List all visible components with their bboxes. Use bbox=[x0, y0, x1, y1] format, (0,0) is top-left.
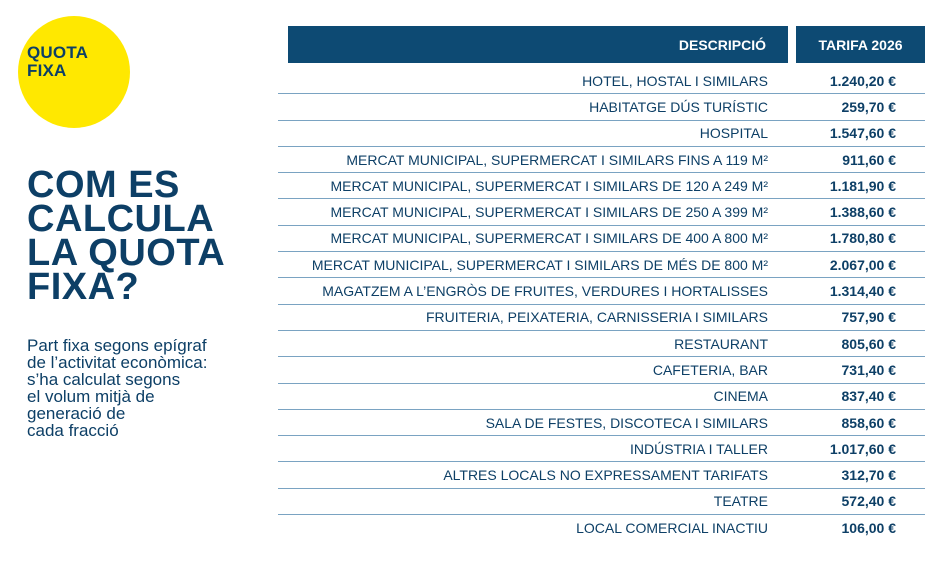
row-description: MERCAT MUNICIPAL, SUPERMERCAT I SIMILARS DE MÉS DE 800 M² bbox=[311, 256, 768, 273]
header-description: DESCRIPCIÓ bbox=[288, 26, 788, 63]
row-description: CAFETERIA, BAR bbox=[652, 361, 768, 378]
row-description: MERCAT MUNICIPAL, SUPERMERCAT I SIMILARS DE 250 A 399 M² bbox=[330, 204, 768, 221]
table-row bbox=[278, 410, 925, 436]
table-row bbox=[278, 199, 925, 225]
row-description: HABITATGE DÚS TURÍSTIC bbox=[589, 98, 768, 115]
description-line: el volum mitjà de bbox=[27, 387, 155, 406]
row-description: CINEMA bbox=[713, 388, 768, 405]
row-description: HOSPITAL bbox=[699, 125, 768, 142]
row-description: MERCAT MUNICIPAL, SUPERMERCAT I SIMILARS DE 120 A 249 M² bbox=[330, 177, 768, 194]
row-tariff-value: 757,90 € bbox=[841, 309, 896, 326]
description-line: de l’activitat econòmica: bbox=[27, 353, 208, 372]
badge-line-1: QUOTA bbox=[27, 43, 89, 62]
row-description: FRUITERIA, PEIXATERIA, CARNISSERIA I SIMILARS bbox=[425, 309, 768, 326]
description-line: Part fixa segons epígraf bbox=[27, 336, 207, 355]
description bbox=[27, 337, 257, 439]
row-tariff-value: 1.388,60 € bbox=[829, 204, 896, 221]
row-tariff-value: 572,40 € bbox=[841, 493, 896, 510]
row-description: HOTEL, HOSTAL I SIMILARS bbox=[582, 72, 768, 89]
row-tariff-value: 858,60 € bbox=[841, 414, 896, 431]
row-tariff-value: 1.780,80 € bbox=[829, 230, 896, 247]
row-description: TEATRE bbox=[713, 493, 768, 510]
table-row bbox=[278, 226, 925, 252]
table-row bbox=[278, 331, 925, 357]
row-tariff-value: 106,00 € bbox=[841, 520, 896, 537]
description-line: cada fracció bbox=[27, 421, 119, 440]
table-row bbox=[278, 357, 925, 383]
table-row bbox=[278, 252, 925, 278]
row-tariff-value: 1.547,60 € bbox=[829, 125, 896, 142]
row-tariff-value: 911,60 € bbox=[842, 151, 896, 168]
row-tariff-value: 1.240,20 € bbox=[829, 72, 896, 89]
row-tariff-value: 1.314,40 € bbox=[829, 283, 896, 300]
table-row bbox=[278, 384, 925, 410]
table-row bbox=[278, 94, 925, 120]
row-tariff-value: 1.017,60 € bbox=[829, 440, 896, 457]
table-row bbox=[278, 305, 925, 331]
row-description: MERCAT MUNICIPAL, SUPERMERCAT I SIMILARS DE 400 A 800 M² bbox=[330, 230, 768, 247]
row-tariff-value: 731,40 € bbox=[841, 361, 896, 378]
row-tariff-value: 312,70 € bbox=[841, 467, 896, 484]
row-description: SALA DE FESTES, DISCOTECA I SIMILARS bbox=[485, 414, 768, 431]
table-row bbox=[278, 278, 925, 304]
description-line: generació de bbox=[27, 404, 126, 423]
page-title bbox=[27, 164, 257, 308]
badge-label bbox=[27, 44, 88, 80]
table-row bbox=[278, 515, 925, 541]
table-row bbox=[278, 489, 925, 515]
badge-line-2: FIXA bbox=[27, 61, 67, 80]
row-tariff-value: 837,40 € bbox=[841, 388, 896, 405]
title-line: FIXA? bbox=[27, 266, 140, 308]
row-description: INDÚSTRIA I TALLER bbox=[630, 440, 768, 457]
title-line: CALCULA bbox=[27, 198, 215, 240]
row-tariff-value: 259,70 € bbox=[841, 98, 896, 115]
table-row bbox=[278, 68, 925, 94]
row-description: ALTRES LOCALS NO EXPRESSAMENT TARIFATS bbox=[443, 467, 768, 484]
header-tarifa: TARIFA 2026 bbox=[796, 26, 925, 63]
row-description: LOCAL COMERCIAL INACTIU bbox=[576, 520, 768, 537]
tariff-table bbox=[278, 68, 925, 541]
row-description: MERCAT MUNICIPAL, SUPERMERCAT I SIMILARS FINS A 119 M² bbox=[346, 151, 768, 168]
title-line: COM ES bbox=[27, 164, 180, 206]
row-description: RESTAURANT bbox=[674, 335, 768, 352]
title-line: LA QUOTA bbox=[27, 232, 226, 274]
description-line: s’ha calculat segons bbox=[27, 370, 181, 389]
table-row bbox=[278, 436, 925, 462]
row-tariff-value: 2.067,00 € bbox=[829, 256, 896, 273]
table-row bbox=[278, 121, 925, 147]
table-row bbox=[278, 147, 925, 173]
row-tariff-value: 805,60 € bbox=[841, 335, 896, 352]
row-description: MAGATZEM A L’ENGRÒS DE FRUITES, VERDURES I HORTALISSES bbox=[322, 283, 768, 300]
table-row bbox=[278, 462, 925, 488]
table-row bbox=[278, 173, 925, 199]
row-tariff-value: 1.181,90 € bbox=[829, 177, 896, 194]
